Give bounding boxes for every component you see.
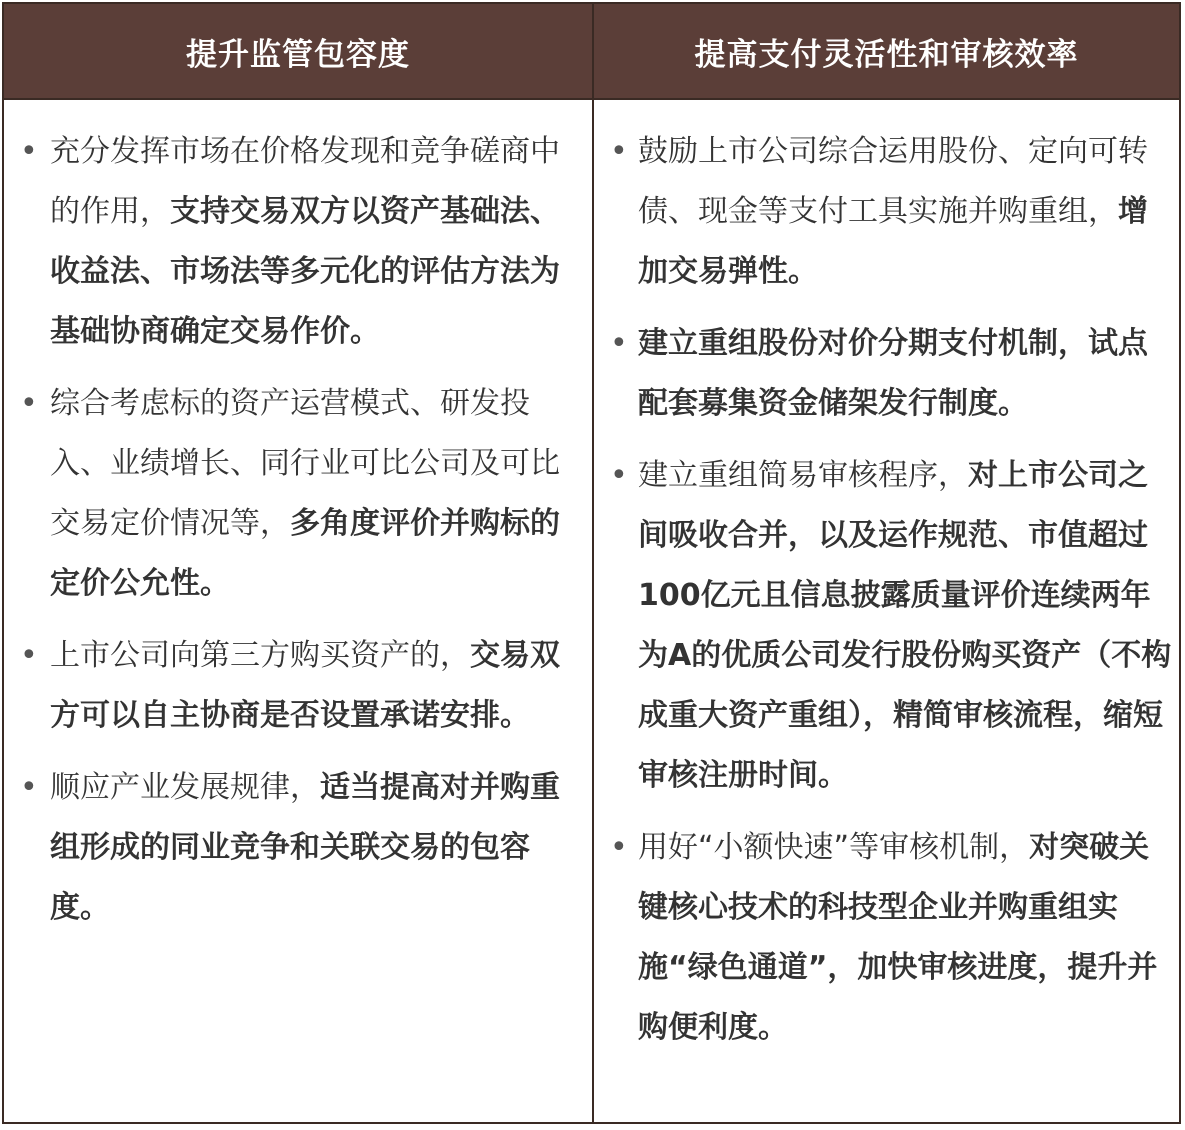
list-item [594,122,1179,302]
table-header-row [4,4,1179,98]
list-item [4,758,592,938]
list-item [594,446,1179,806]
bullet-dot: • [610,134,628,169]
item-text: 顺应产业发展规律， [50,770,320,805]
bullet-dot: • [20,386,38,421]
policy-table [2,2,1181,1124]
item-bold-text: 适当提高对并购重组形成的同业竞争和关联交易的包容度。 [50,770,560,925]
left-bullet-list [4,100,592,938]
bullet-dot: • [20,638,38,673]
item-text: 用好“小额快速”等审核机制， [638,830,1030,865]
item-bold-text: 对突破关键核心技术的科技型企业并购重组实施“绿色通道”，加快审核进度，提升并购便利度。 [638,830,1158,1045]
item-text: 充分发挥市场在价格发现和竞争磋商中的作用， [50,134,560,229]
item-bold-text: 对上市公司之间吸收合并，以及运作规范、市值超过100亿元且信息披露质量评价连续两年为A的优质公司发行股份购买资产（不构成重大资产重组），精简审核流程，缩短审核注册时间。 [638,458,1172,793]
bullet-dot: • [20,134,38,169]
bullet-dot: • [610,326,628,361]
list-item [4,374,592,614]
item-text: 综合考虑标的资产运营模式、研发投入、业绩增长、同行业可比公司及可比交易定价情况等， [50,386,560,541]
item-bold-text: 交易双方可以自主协商是否设置承诺安排。 [50,638,560,733]
list-item [4,626,592,746]
item-text: 上市公司向第三方购买资产的， [50,638,470,673]
table-body-row [4,98,1179,1122]
list-item [4,122,592,362]
item-bold-text: 多角度评价并购标的定价公允性。 [50,506,560,601]
item-text: 建立重组简易审核程序， [638,458,968,493]
item-bold-text: 建立重组股份对价分期支付机制，试点配套募集资金储架发行制度。 [638,326,1148,421]
item-bold-text: 支持交易双方以资产基础法、收益法、市场法等多元化的评估方法为基础协商确定交易作价。 [50,194,560,349]
bullet-dot: • [610,458,628,493]
item-bold-text: 增加交易弹性。 [638,194,1148,289]
left-column [4,100,594,1122]
header-right-title: 提高支付灵活性和审核效率 [694,36,1079,73]
list-item [594,314,1179,434]
item-text: 鼓励上市公司综合运用股份、定向可转债、现金等支付工具实施并购重组， [638,134,1148,229]
header-left-title: 提升监管包容度 [4,4,594,98]
right-column [594,100,1179,1122]
list-item [594,818,1179,1058]
bullet-dot: • [610,830,628,865]
right-bullet-list [594,100,1179,1058]
bullet-dot: • [20,770,38,805]
